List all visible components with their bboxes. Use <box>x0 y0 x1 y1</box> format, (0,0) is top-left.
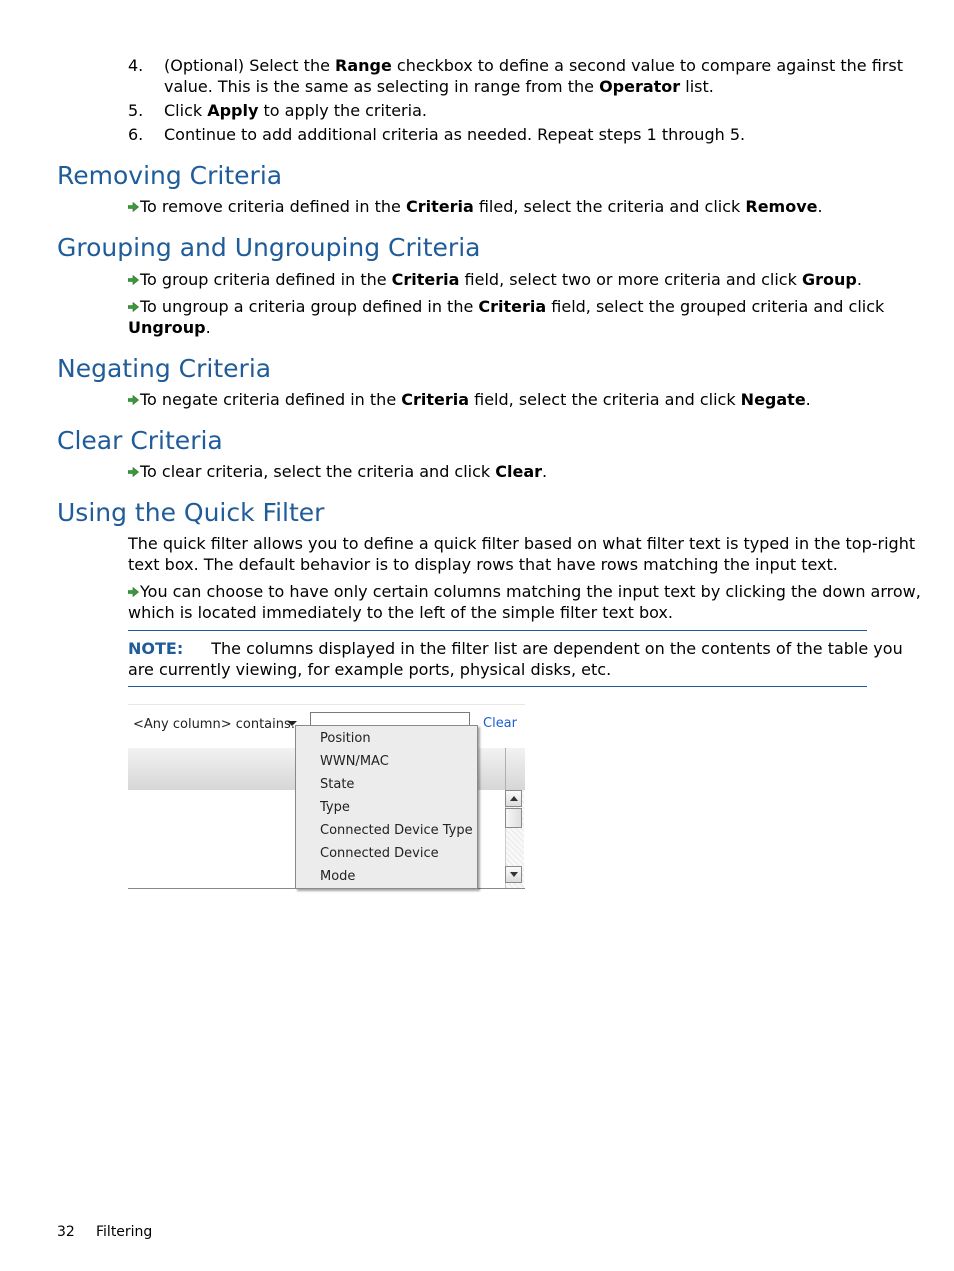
step-line: value. This is the same as selecting in range from the Operator list. <box>164 77 714 96</box>
quick-filter-screenshot <box>128 704 525 890</box>
scrollbar-thumb[interactable] <box>505 808 522 828</box>
clear-link[interactable]: Clear <box>483 716 517 731</box>
arrow-right-icon <box>128 587 139 597</box>
bullet-item <box>128 581 921 602</box>
step-line: Continue to add additional criteria as needed. Repeat steps 1 through 5. <box>164 125 746 144</box>
section-heading-clear: Clear Criteria <box>57 426 223 455</box>
step-number: 4. <box>128 56 144 75</box>
arrow-right-icon <box>128 202 139 212</box>
menu-item[interactable]: Position <box>320 731 371 746</box>
arrow-right-icon <box>128 467 139 477</box>
bullet-text: To group criteria defined in the Criteria field, select two or more criteria and click Group. <box>140 270 862 289</box>
column-dropdown-menu <box>295 725 478 889</box>
section-heading-quick-filter: Using the Quick Filter <box>57 498 325 527</box>
bullet-text: To negate criteria defined in the Criteria field, select the criteria and click Negate. <box>140 390 811 409</box>
arrow-right-icon <box>128 302 139 312</box>
step-number: 5. <box>128 101 144 120</box>
scroll-up-button[interactable] <box>505 790 522 807</box>
paragraph-line: text box. The default behavior is to display rows that have rows matching the input text. <box>128 555 838 574</box>
scroll-down-button[interactable] <box>505 866 522 883</box>
bullet-continuation: which is located immediately to the left of the simple filter text box. <box>128 603 673 622</box>
column-selector-label[interactable]: <Any column> contains: <box>133 717 296 732</box>
step-line: (Optional) Select the Range checkbox to define a second value to compare against the first <box>164 56 903 75</box>
note-line: are currently viewing, for example ports, physical disks, etc. <box>128 660 612 679</box>
bullet-text: To clear criteria, select the criteria and click Clear. <box>140 462 548 481</box>
menu-item[interactable]: Type <box>320 800 350 815</box>
arrow-down-icon <box>510 872 518 877</box>
header-divider <box>505 748 506 790</box>
section-heading-removing: Removing Criteria <box>57 161 283 190</box>
menu-item[interactable]: WWN/MAC <box>320 754 389 769</box>
menu-item[interactable]: State <box>320 777 355 792</box>
note-text: The columns displayed in the filter list are dependent on the contents of the table you <box>211 639 903 658</box>
bullet-text: To ungroup a criteria group defined in the Criteria field, select the grouped criteria and click <box>140 297 885 316</box>
note-rule-bottom <box>128 686 867 687</box>
bullet-item <box>128 389 811 410</box>
bullet-text: You can choose to have only certain columns matching the input text by clicking the down arrow, <box>140 582 921 601</box>
bullet-text: To remove criteria defined in the Criteria filed, select the criteria and click Remove. <box>140 197 823 216</box>
bullet-continuation: Ungroup. <box>128 318 211 337</box>
paragraph-line: The quick filter allows you to define a quick filter based on what filter text is typed in the top-right <box>128 534 916 553</box>
bullet-item <box>128 269 862 290</box>
section-heading-negating: Negating Criteria <box>57 354 272 383</box>
note-label: NOTE: <box>128 639 184 658</box>
menu-item[interactable]: Connected Device Type <box>320 823 473 838</box>
arrow-up-icon <box>510 796 518 801</box>
step-line: Click Apply to apply the criteria. <box>164 101 427 120</box>
bullet-item <box>128 196 823 217</box>
menu-item[interactable]: Mode <box>320 869 356 884</box>
bullet-item <box>128 461 547 482</box>
section-heading-grouping: Grouping and Ungrouping Criteria <box>57 233 481 262</box>
chapter-name: Filtering <box>96 1224 153 1240</box>
bullet-item <box>128 296 884 317</box>
note-rule-top <box>128 630 867 631</box>
step-number: 6. <box>128 125 144 144</box>
arrow-right-icon <box>128 395 139 405</box>
note-line <box>128 638 903 659</box>
page-number: 32 <box>57 1224 75 1240</box>
menu-item[interactable]: Connected Device <box>320 846 439 861</box>
arrow-right-icon <box>128 275 139 285</box>
